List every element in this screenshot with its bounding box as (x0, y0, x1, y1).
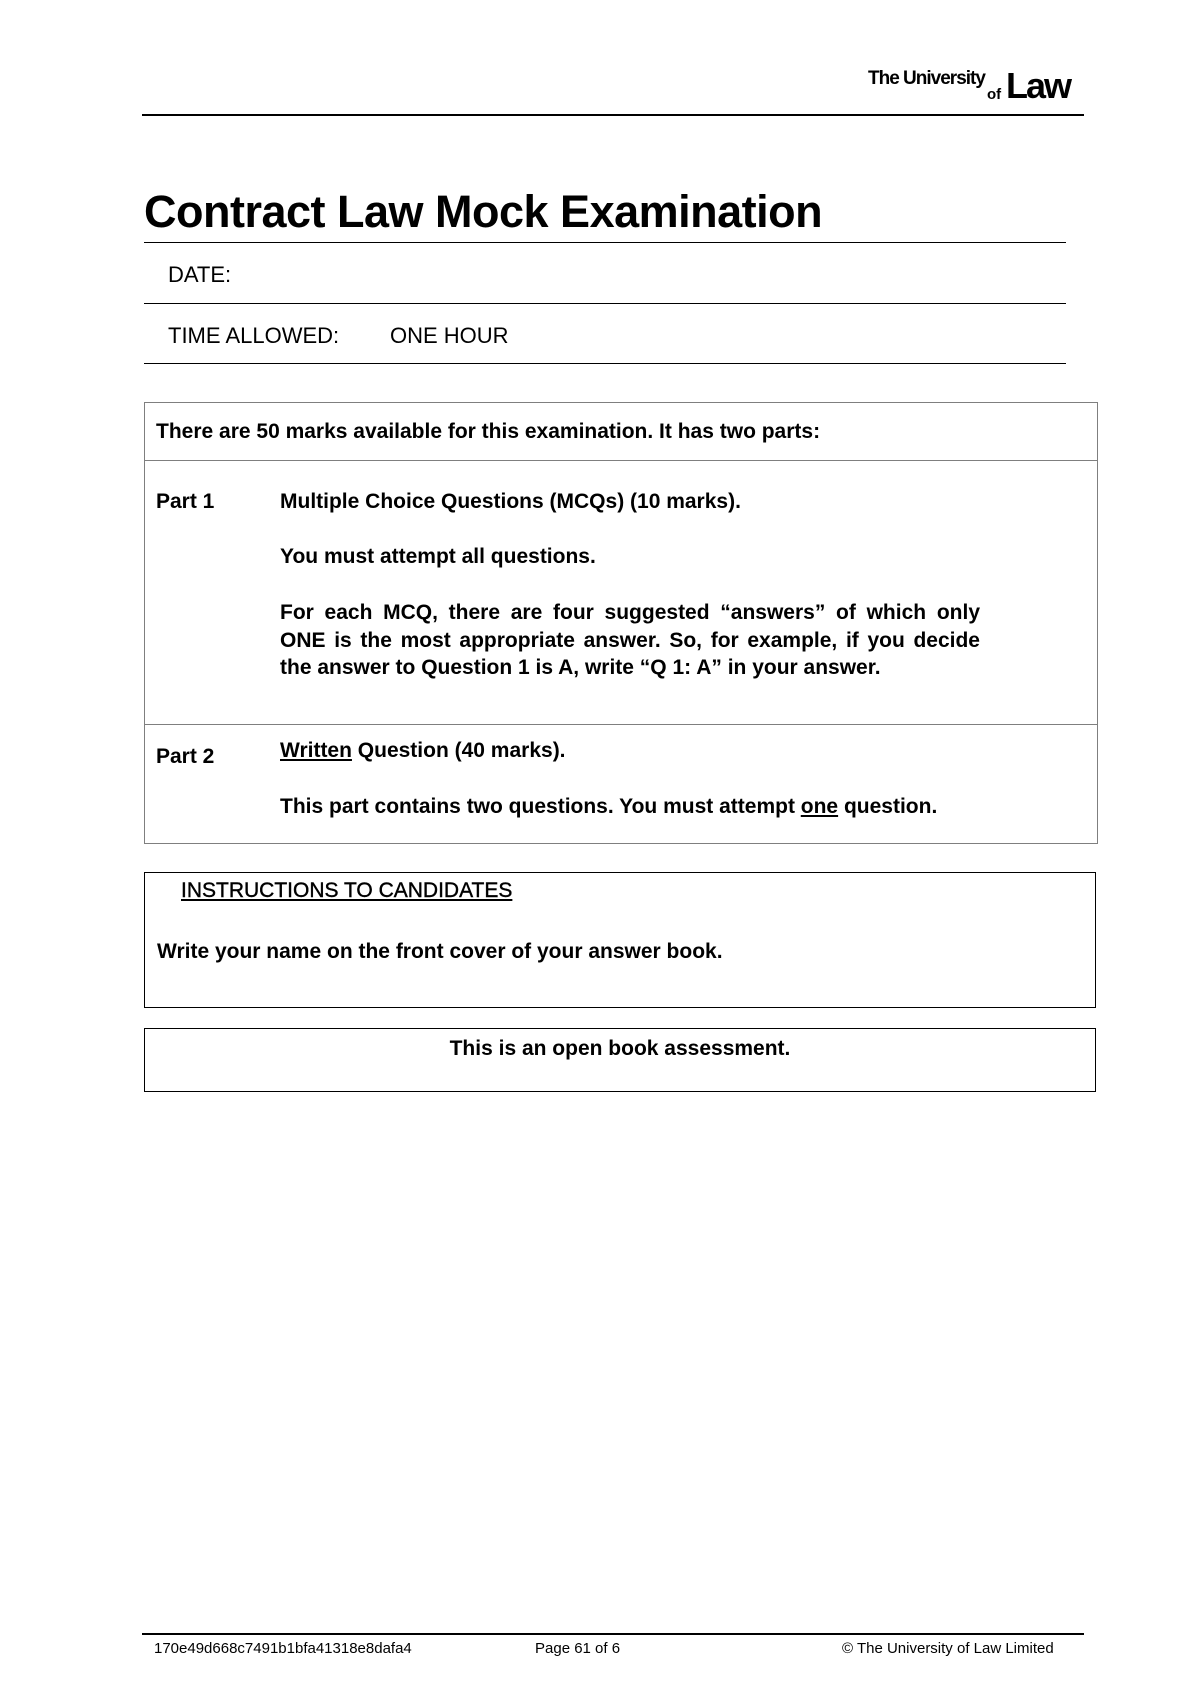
part2-heading-rest: Question (40 marks). (351, 739, 566, 762)
time-divider (144, 363, 1066, 364)
part2-instruction-end: question. (838, 795, 938, 818)
part2-heading-underlined: Written (280, 739, 352, 762)
logo-text-line3: Law (1006, 65, 1071, 106)
footer-document-id: 170e49d668c7491b1bfa41318e8dafa4 (154, 1640, 412, 1657)
part2-heading (280, 737, 980, 765)
page-title: Contract Law Mock Examination (144, 186, 823, 237)
part1-heading: Multiple Choice Questions (MCQs) (10 marks). (280, 490, 741, 513)
logo-text-line1: The University (868, 68, 985, 89)
instructions-box (144, 872, 1096, 1008)
part1-instruction: You must attempt all questions. (280, 545, 596, 568)
part2-instruction-underlined: one (800, 795, 839, 818)
instructions-text: Write your name on the front cover of your answer book. (157, 940, 723, 963)
header-rule (142, 114, 1084, 116)
exam-parts-table (144, 402, 1098, 844)
instructions-heading: INSTRUCTIONS TO CANDIDATES (181, 879, 513, 902)
part1-paragraph: For each MCQ, there are four suggested “answers” of which only ONE is the most appropriate answer. So, for example, if you decide the answer to Question 1 is A, write “Q 1: A” in your answer. (280, 601, 980, 679)
footer-page-number: Page 61 of 6 (535, 1640, 621, 1657)
date-label: DATE: (168, 262, 232, 287)
title-divider (144, 242, 1066, 243)
logo-text-line2: of (987, 86, 1002, 103)
table-row-divider (145, 460, 1097, 461)
time-allowed-value: ONE HOUR (390, 323, 509, 348)
part1-label: Part 1 (156, 490, 215, 513)
marks-intro: There are 50 marks available for this examination. It has two parts: (156, 420, 821, 443)
part2-label: Part 2 (156, 745, 215, 768)
table-row-divider (145, 724, 1097, 725)
open-book-text: This is an open book assessment. (449, 1037, 791, 1060)
open-book-box (144, 1028, 1096, 1092)
university-logo (868, 66, 1074, 106)
date-divider (144, 303, 1066, 304)
part2-instruction (280, 793, 937, 821)
footer-copyright: © The University of Law Limited (842, 1640, 1054, 1657)
time-allowed-label: TIME ALLOWED: (168, 323, 340, 348)
footer-rule (142, 1633, 1084, 1635)
part2-instruction-start: This part contains two questions. You must attempt (280, 795, 801, 818)
